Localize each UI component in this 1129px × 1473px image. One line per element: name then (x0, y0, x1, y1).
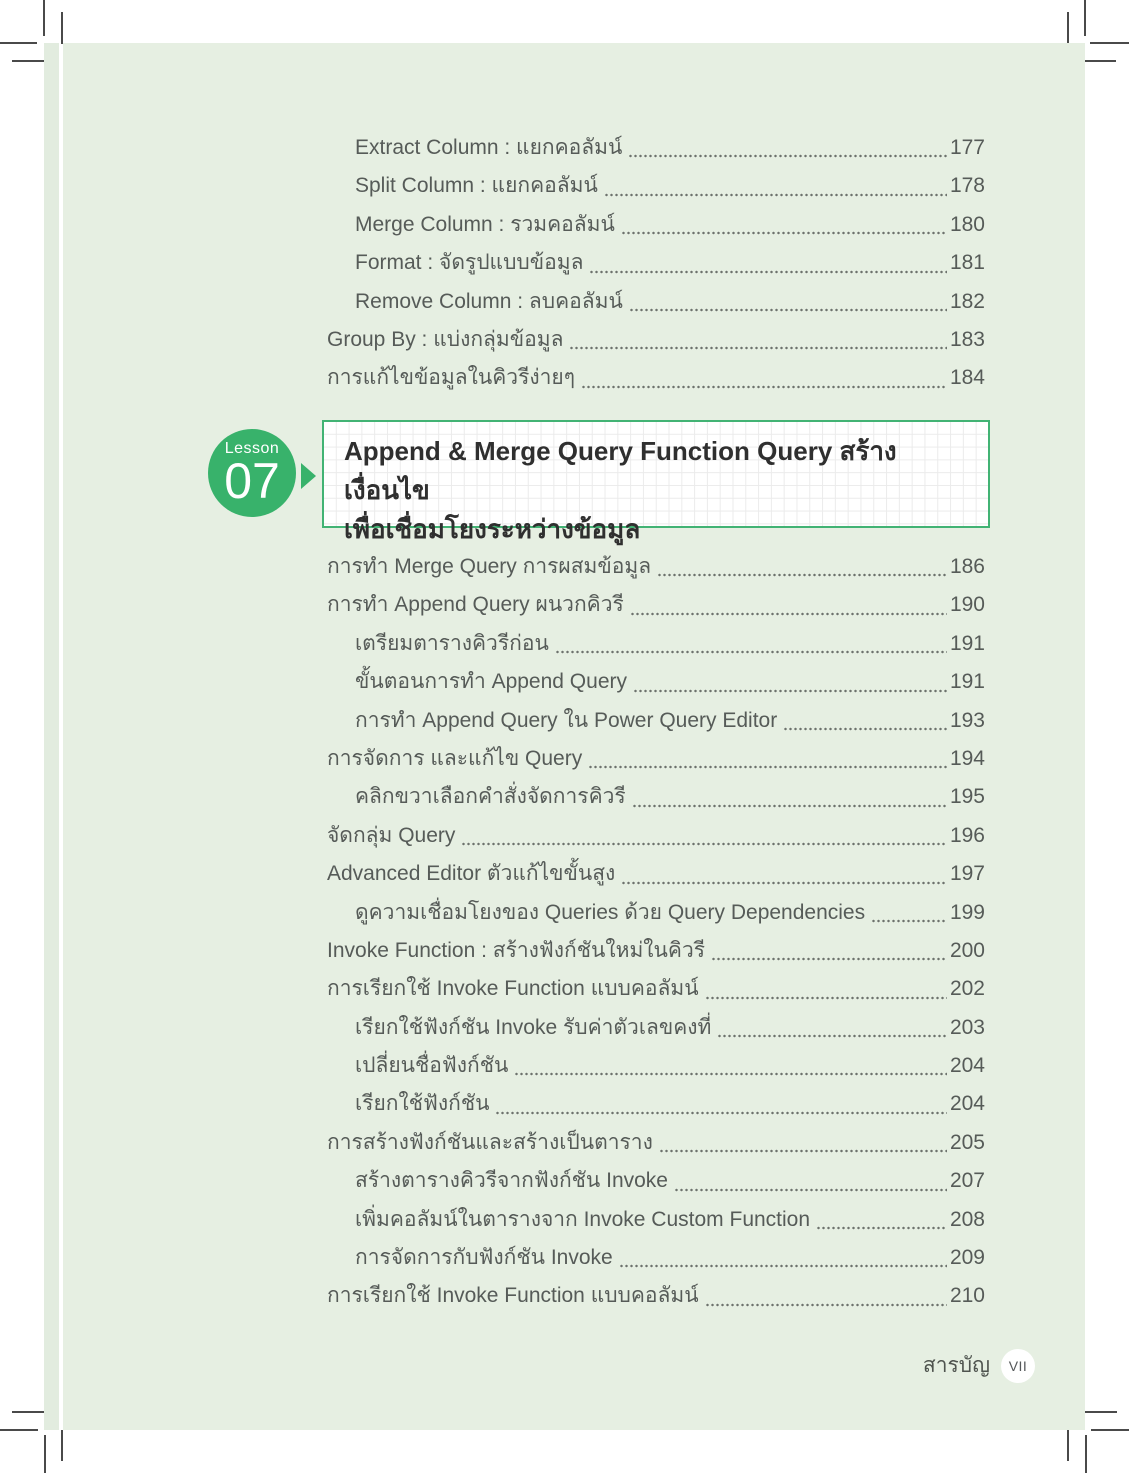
toc-item-label: เพิ่มคอลัมน์ในตารางจาก Invoke Custom Function (355, 1207, 811, 1231)
crop-mark (12, 60, 44, 62)
lesson-arrow-icon (301, 463, 316, 489)
lesson-title (344, 432, 964, 549)
lesson-title-line1: Append & Merge Query Function Query สร้างเงื่อนไข (344, 436, 897, 505)
toc-page-number: 210 (949, 1284, 985, 1308)
toc-row (327, 359, 985, 397)
toc-page-number: 200 (949, 938, 985, 962)
toc-page-number: 207 (949, 1169, 985, 1193)
dotted-leader (632, 804, 947, 808)
toc-page-number: 204 (949, 1092, 985, 1116)
dotted-leader (621, 881, 947, 885)
dotted-leader (604, 193, 947, 197)
toc-page-number: 178 (949, 174, 985, 198)
crop-mark (1067, 12, 1069, 43)
toc-page-number: 204 (949, 1054, 985, 1078)
lesson-badge (208, 429, 296, 517)
crop-mark (44, 1435, 46, 1473)
toc-page-number: 193 (949, 708, 985, 732)
toc-row (327, 702, 985, 740)
toc-page-number: 182 (949, 289, 985, 313)
toc-item-label: เปลี่ยนชื่อฟังก์ชัน (355, 1054, 509, 1078)
left-accent-strip (44, 43, 59, 1430)
toc-item-label: Extract Column : แยกคอลัมน์ (355, 136, 623, 159)
crop-mark (1084, 0, 1086, 36)
toc-page-number: 199 (949, 900, 985, 924)
dotted-leader (589, 270, 947, 274)
lesson-badge-number: 07 (224, 453, 280, 509)
toc-item-label: ดูความเชื่อมโยงของ Queries ด้วย Query Dependencies (355, 900, 866, 924)
toc-row (327, 206, 985, 244)
toc-page-number: 208 (949, 1207, 985, 1231)
toc-page-number: 196 (949, 823, 985, 847)
toc-row (327, 855, 985, 893)
toc-row (327, 167, 985, 205)
crop-mark (43, 0, 45, 36)
dotted-leader (619, 1264, 947, 1268)
toc-item-label: การเรียกใช้ Invoke Function แบบคอลัมน์ (327, 1284, 699, 1308)
toc-row (327, 932, 985, 970)
toc-page-number: 191 (949, 670, 985, 694)
crop-mark (1085, 1411, 1117, 1413)
toc-row (327, 894, 985, 932)
toc-row (327, 1277, 985, 1315)
dotted-leader (711, 957, 947, 961)
crop-mark (61, 12, 63, 44)
dotted-leader (783, 727, 947, 731)
toc-row (327, 321, 985, 359)
crop-mark (12, 1411, 44, 1413)
toc-row (327, 817, 985, 855)
toc-page-number: 203 (949, 1015, 985, 1039)
dotted-leader (633, 689, 947, 693)
crop-mark (0, 1429, 38, 1431)
toc-row (327, 1201, 985, 1239)
toc-item-label: สร้างตารางคิวรีจากฟังก์ชัน Invoke (355, 1169, 668, 1193)
toc-item-label: Split Column : แยกคอลัมน์ (355, 174, 598, 198)
footer-section-label: สารบัญ (922, 1354, 990, 1377)
toc-item-label: เตรียมตารางคิวรีก่อน (355, 631, 549, 655)
toc-item-label: Invoke Function : สร้างฟังก์ชันใหม่ในคิวรี (327, 938, 706, 962)
toc-page-number: 184 (949, 366, 985, 390)
crop-mark (0, 42, 37, 44)
toc-list-top (327, 129, 985, 398)
toc-page-number: 209 (949, 1246, 985, 1270)
dotted-leader (871, 919, 947, 923)
crop-mark (1091, 1429, 1129, 1431)
toc-item-label: การแก้ไขข้อมูลในคิวรีง่ายๆ (327, 366, 575, 390)
toc-row (327, 1239, 985, 1277)
toc-item-label: Advanced Editor ตัวแก้ไขขั้นสูง (327, 862, 616, 886)
toc-item-label: เรียกใช้ฟังก์ชัน Invoke รับค่าตัวเลขคงที่ (355, 1015, 712, 1039)
toc-page-number: 180 (949, 212, 985, 236)
dotted-leader (717, 1034, 947, 1038)
toc-item-label: การเรียกใช้ Invoke Function แบบคอลัมน์ (327, 977, 699, 1001)
toc-item-label: จัดกลุ่ม Query (327, 823, 456, 847)
lesson-title-line2: เพื่อเชื่อมโยงระหว่างข้อมูล (344, 514, 641, 544)
toc-page-number: 202 (949, 977, 985, 1001)
toc-page-number: 195 (949, 785, 985, 809)
toc-item-label: Group By : แบ่งกลุ่มข้อมูล (327, 327, 564, 351)
toc-page-number: 183 (949, 327, 985, 351)
dotted-leader (588, 765, 947, 769)
dotted-leader (674, 1188, 947, 1192)
toc-row (327, 1009, 985, 1047)
toc-row (327, 625, 985, 663)
toc-item-label: การทำ Append Query ใน Power Query Editor (355, 708, 778, 732)
toc-list-bottom (327, 548, 985, 1316)
dotted-leader (555, 650, 947, 654)
toc-page-number: 194 (949, 746, 985, 770)
toc-row (327, 548, 985, 586)
dotted-leader (495, 1111, 947, 1115)
toc-page-number: 191 (949, 631, 985, 655)
toc-item-label: Format : จัดรูปแบบข้อมูล (355, 251, 584, 275)
dotted-leader (581, 385, 947, 389)
toc-row (327, 1047, 985, 1085)
toc-row (327, 129, 985, 167)
crop-mark (1067, 1430, 1069, 1461)
toc-row (327, 778, 985, 816)
toc-item-label: การทำ Merge Query การผสมข้อมูล (327, 555, 652, 578)
toc-row (327, 970, 985, 1008)
dotted-leader (514, 1072, 947, 1076)
toc-row (327, 1162, 985, 1200)
toc-page-number: 186 (949, 555, 985, 578)
page-footer (860, 1348, 1035, 1383)
toc-item-label: Merge Column : รวมคอลัมน์ (355, 212, 615, 236)
toc-row (327, 244, 985, 282)
dotted-leader (569, 346, 947, 350)
toc-item-label: ขั้นตอนการทำ Append Query (355, 670, 627, 694)
toc-page-number: 177 (949, 136, 985, 159)
crop-mark (1090, 42, 1129, 44)
dotted-leader (461, 842, 947, 846)
lesson-title-box (322, 420, 990, 544)
toc-item-label: Remove Column : ลบคอลัมน์ (355, 289, 623, 313)
dotted-leader (628, 154, 947, 158)
toc-row (327, 586, 985, 624)
dotted-leader (630, 612, 947, 616)
dotted-leader (816, 1226, 947, 1230)
crop-mark (1085, 60, 1116, 62)
crop-mark (61, 1430, 63, 1461)
dotted-leader (657, 573, 947, 577)
toc-row (327, 740, 985, 778)
toc-page-number: 197 (949, 862, 985, 886)
toc-item-label: คลิกขวาเลือกคำสั่งจัดการคิวรี (355, 785, 626, 809)
dotted-leader (621, 231, 947, 235)
dotted-leader (629, 308, 947, 312)
toc-item-label: การจัดการกับฟังก์ชัน Invoke (355, 1246, 613, 1270)
toc-item-label: การสร้างฟังก์ชันและสร้างเป็นตาราง (327, 1130, 653, 1154)
toc-page-number: 190 (949, 593, 985, 617)
toc-row (327, 1085, 985, 1123)
toc-item-label: การทำ Append Query ผนวกคิวรี (327, 593, 624, 617)
toc-row (327, 283, 985, 321)
toc-row (327, 1124, 985, 1162)
page-number-badge: VII (1001, 1349, 1035, 1383)
dotted-leader (705, 996, 947, 1000)
toc-item-label: เรียกใช้ฟังก์ชัน (355, 1092, 490, 1116)
toc-page-number: 181 (949, 251, 985, 275)
toc-page-number: 205 (949, 1130, 985, 1154)
toc-item-label: การจัดการ และแก้ไข Query (327, 746, 583, 770)
lesson-badge-label: Lesson (224, 440, 280, 457)
dotted-leader (705, 1303, 947, 1307)
toc-row (327, 663, 985, 701)
crop-mark (1085, 1435, 1087, 1473)
dotted-leader (659, 1149, 947, 1153)
